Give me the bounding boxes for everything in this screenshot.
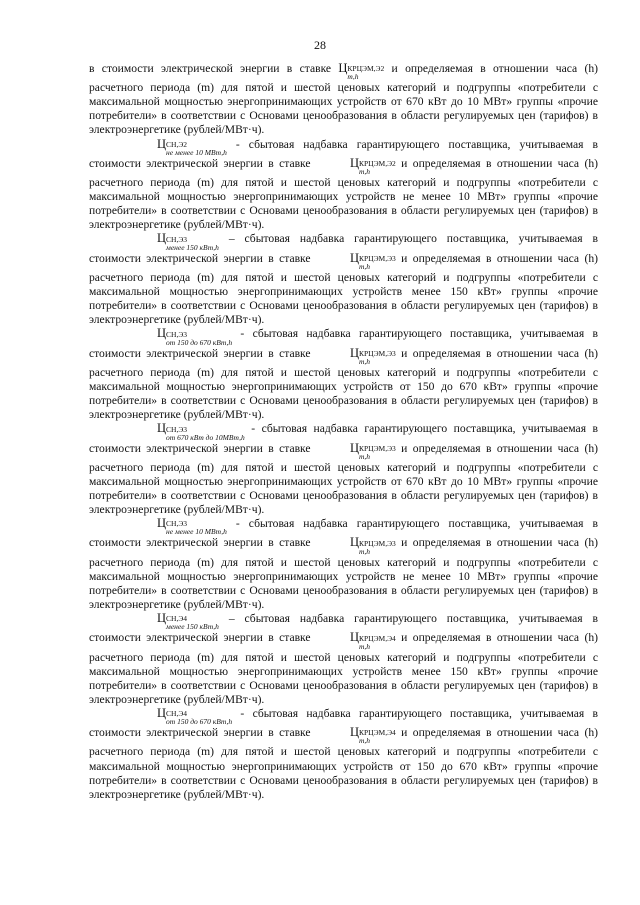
paragraph-text-after: и определяемая в отношении часа (h) расчетного периода (m) для пятой и шестой ценовых категорий и подгруппы «потребители с максимальной мощностью энергопринимающих устройств от 670 кВт до 10 МВт» группы «прочие потребители» в соответствии с Основами ценообразования в области регулируемых цен (тарифов) в электроэнергетике (рублей/МВт·ч).: [89, 441, 598, 516]
markup-symbol: Ц СН,Э3 не менее 10 МВт,h: [157, 516, 227, 537]
paragraph: [89, 138, 598, 233]
markup-subscript: менее 150 кВт,h: [166, 622, 219, 632]
paragraph: [89, 612, 598, 707]
markup-symbol: Ц СН,Э3 от 150 до 670 кВт,h: [157, 326, 233, 347]
paragraph-text-before: - сбытовая надбавка гарантирующего поставщика, учитываемая в стоимости электрической энергии в ставке: [89, 137, 598, 170]
tariff-superscript: КРЦЭМ,Э3: [358, 348, 396, 358]
paragraph-text-after: и определяемая в отношении часа (h) расчетного периода (m) для пятой и шестой ценовых категорий и подгруппы «потребители с максимальной мощностью энергопринимающих устройств от 670 кВт до 10 МВт» группы «прочие потребители» в соответствии с Основами ценообразования в области регулируемых цен (тарифов) в электроэнергетике (рублей/МВт·ч).: [89, 62, 598, 137]
paragraph-text-before: - сбытовая надбавка гарантирующего поставщика, учитываемая в стоимости электрической энергии в ставке: [89, 706, 598, 740]
paragraph: [89, 517, 598, 612]
markup-superscript: СН,Э4: [166, 709, 188, 719]
paragraph: [89, 707, 598, 802]
paragraph-text-before: - сбытовая надбавка гарантирующего поставщика, учитываемая в стоимости электрической энергии в ставке: [89, 422, 598, 455]
markup-superscript: СН,Э3: [166, 519, 188, 529]
page-number: 28: [314, 38, 326, 52]
tariff-subscript: m,h: [358, 356, 371, 366]
markup-superscript: СН,Э3: [166, 329, 188, 339]
paragraph-text-after: и определяемая в отношении часа (h) расчетного периода (m) для пятой и шестой ценовых категорий и подгруппы «потребители с максимальной мощностью энергопринимающих устройств не менее 10 МВт» группы «прочие потребители» в соответствии с Основами ценообразования в области регулируемых цен (тарифов) в электроэнергетике (рублей/МВт·ч).: [89, 156, 598, 232]
paragraph: [89, 62, 598, 138]
tariff-superscript: КРЦЭМ,Э3: [358, 254, 396, 264]
tariff-symbol: Ц КРЦЭМ,Э3 m,h: [349, 345, 396, 366]
tariff-subscript: m,h: [358, 451, 371, 461]
markup-subscript: от 670 кВт до 10МВт,h: [166, 432, 245, 442]
paragraph: [89, 232, 598, 327]
markup-symbol: Ц СН,Э4 от 150 до 670 кВт,h: [157, 705, 233, 727]
tariff-subscript: m,h: [358, 167, 371, 177]
paragraph-text-before: в стоимости электрической энергии в ставке: [89, 62, 339, 75]
tariff-superscript: КРЦЭМ,Э2: [347, 64, 385, 74]
tariff-subscript: m,h: [347, 72, 359, 82]
markup-subscript: от 150 до 670 кВт,h: [166, 337, 233, 347]
markup-subscript: менее 150 кВт,h: [166, 242, 219, 252]
markup-symbol: Ц СН,Э4 менее 150 кВт,h: [157, 610, 219, 632]
tariff-symbol: Ц КРЦЭМ,Э2 m,h: [338, 61, 385, 82]
markup-symbol: Ц СН,Э3 от 670 кВт до 10МВт,h: [157, 421, 245, 442]
markup-superscript: СН,Э3: [166, 234, 188, 244]
paragraph-text-before: – сбытовая надбавка гарантирующего поставщика, учитываемая в стоимости электрической энергии в ставке: [89, 611, 598, 645]
markup-subscript: от 150 до 670 кВт,h: [166, 717, 233, 727]
tariff-symbol: Ц КРЦЭМ,Э3 m,h: [349, 250, 396, 272]
tariff-symbol: Ц КРЦЭМ,Э4 m,h: [349, 630, 396, 651]
paragraph-text-after: и определяемая в отношении часа (h) расчетного периода (m) для пятой и шестой ценовых категорий и подгруппы «потребители с максимальной мощностью энергопринимающих устройств менее 150 кВт» группы «прочие потребители» в соответствии с Основами ценообразования в области регулируемых цен (тарифов) в электроэнергетике (рублей/МВт·ч).: [89, 251, 598, 327]
markup-superscript: СН,Э3: [166, 424, 188, 434]
markup-subscript: не менее 10 МВт,h: [166, 147, 227, 157]
tariff-subscript: m,h: [358, 262, 371, 272]
paragraph-text-before: - сбытовая надбавка гарантирующего поставщика, учитываемая в стоимости электрической энергии в ставке: [89, 327, 598, 360]
tariff-superscript: КРЦЭМ,Э3: [358, 538, 396, 548]
markup-superscript: СН,Э2: [166, 139, 188, 149]
tariff-symbol: Ц КРЦЭМ,Э4 m,h: [349, 725, 396, 746]
tariff-subscript: m,h: [358, 641, 371, 651]
tariff-superscript: КРЦЭМ,Э4: [358, 728, 396, 738]
tariff-subscript: m,h: [358, 736, 371, 746]
paragraph-text-after: и определяемая в отношении часа (h) расчетного периода (m) для пятой и шестой ценовых категорий и подгруппы «потребители с максимальной мощностью энергопринимающих устройств менее 150 кВт» группы «прочие потребители» в соответствии с Основами ценообразования в области регулируемых цен (тарифов) в электроэнергетике (рублей/МВт·ч).: [89, 631, 598, 706]
document-body: [89, 62, 598, 802]
markup-superscript: СН,Э4: [166, 614, 188, 624]
tariff-symbol: Ц КРЦЭМ,Э2 m,h: [349, 155, 396, 177]
tariff-superscript: КРЦЭМ,Э2: [358, 159, 396, 169]
markup-subscript: не менее 10 МВт,h: [166, 527, 227, 537]
paragraph-text-after: и определяемая в отношении часа (h) расчетного периода (m) для пятой и шестой ценовых категорий и подгруппы «потребители с максимальной мощностью энергопринимающих устройств от 150 до 670 кВт» группы «прочие потребители» в соответствии с Основами ценообразования в области регулируемых цен (тарифов) в электроэнергетике (рублей/МВт·ч).: [89, 346, 598, 422]
paragraph-text-before: – сбытовая надбавка гарантирующего поставщика, учитываемая в стоимости электрической энергии в ставке: [89, 232, 598, 265]
paragraph: [89, 327, 598, 422]
paragraph-text-before: - сбытовая надбавка гарантирующего поставщика, учитываемая в стоимости электрической энергии в ставке: [89, 517, 598, 550]
markup-symbol: Ц СН,Э2 не менее 10 МВт,h: [157, 136, 227, 157]
paragraph-text-after: и определяемая в отношении часа (h) расчетного периода (m) для пятой и шестой ценовых категорий и подгруппы «потребители с максимальной мощностью энергопринимающих устройств не менее 10 МВт» группы «прочие потребители» в соответствии с Основами ценообразования в области регулируемых цен (тарифов) в электроэнергетике (рублей/МВт·ч).: [89, 536, 598, 611]
tariff-superscript: КРЦЭМ,Э3: [358, 443, 396, 453]
tariff-subscript: m,h: [358, 546, 371, 556]
paragraph-text-after: и определяемая в отношении часа (h) расчетного периода (m) для пятой и шестой ценовых категорий и подгруппы «потребители с максимальной мощностью энергопринимающих устройств от 150 до 670 кВт» группы «прочие потребители» в соответствии с Основами ценообразования в области регулируемых цен (тарифов) в электроэнергетике (рублей/МВт·ч).: [89, 726, 598, 801]
markup-symbol: Ц СН,Э3 менее 150 кВт,h: [157, 231, 219, 252]
paragraph: [89, 422, 598, 517]
tariff-symbol: Ц КРЦЭМ,Э3 m,h: [349, 535, 396, 556]
tariff-symbol: Ц КРЦЭМ,Э3 m,h: [349, 440, 396, 461]
tariff-superscript: КРЦЭМ,Э4: [358, 633, 396, 643]
